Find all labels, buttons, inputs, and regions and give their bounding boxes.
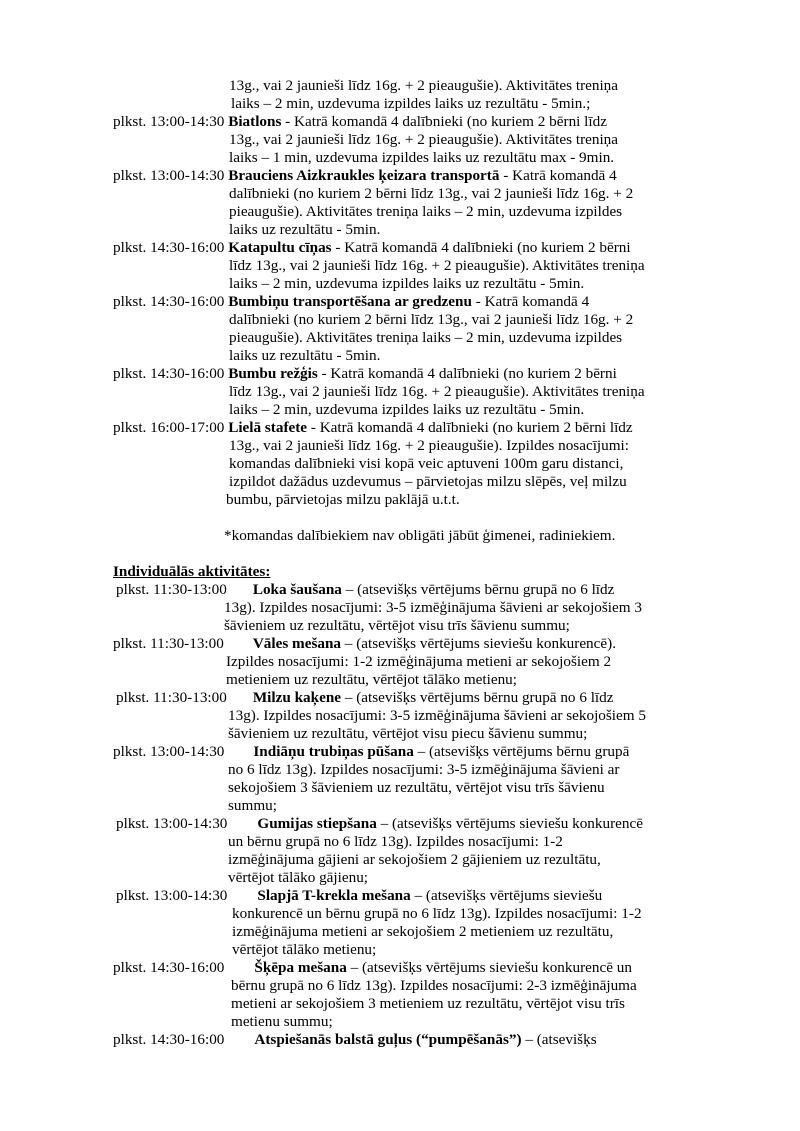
activity-biatlons [113,113,607,131]
activity-title: Loka šaušana [252,581,342,598]
activity-time: plkst. 11:30-13:00 [113,635,224,652]
activity-title: Bumbu režģis [228,365,318,382]
activity-text: 13g., vai 2 jaunieši līdz 16g. + 2 pieaugušie). Izpildes nosacījumi: [229,437,629,454]
activity-text: 13g). Izpildes nosacījumi: 3-5 izmēģinājuma šāvieni ar sekojošiem 5 [228,707,646,724]
activity-text: - Katrā komandā 4 dalībnieki (no kuriem 2 bērni līdz [307,419,633,436]
activity-text: izpildot dažādus uzdevumus – pārvietojas milzu slēpēs, veļ milzu [229,473,627,490]
activity-title: Brauciens Aizkraukles ķeizara transportā [228,167,500,184]
activity-text: izmēģinājuma metieni ar sekojošiem 2 metieniem uz rezultātu, [232,923,614,940]
activity-indianu [113,743,629,761]
intro-line-2: laiks – 2 min, uzdevuma izpildes laiks uz rezultātu - 5min.; [231,95,591,112]
activity-time: plkst. 16:00-17:00 [113,419,225,436]
activity-text: no 6 līdz 13g). Izpildes nosacījumi: 3-5 izmēģinājuma šāvieni ar [228,761,620,778]
activity-text: – (atsevišķs vērtējums sieviešu [410,887,603,904]
activity-title: Slapjā T-krekla mešana [257,887,411,904]
activity-kakene [116,689,614,707]
activity-time: plkst. 14:30-16:00 [113,1031,225,1048]
activity-text: konkurencē un bērnu grupā no 6 līdz 13g). Izpildes nosacījumi: 1-2 [232,905,642,922]
activity-text: 13g., vai 2 jaunieši līdz 16g. + 2 pieaugušie). Aktivitātes treniņa [229,131,619,148]
activity-text: līdz 13g., vai 2 jaunieši līdz 16g. + 2 pieaugušie). Aktivitātes treniņa [229,257,645,274]
activity-text: laiks – 2 min, uzdevuma izpildes laiks uz rezultātu - 5min. [229,401,585,418]
activity-title: Šķēpa mešana [254,959,347,976]
activity-text: – (atsevišķs [521,1031,597,1048]
activity-text: - Katrā komandā 4 dalībnieki (no kuriem 2 bērni [317,365,617,382]
activity-text: vērtējot tālāko metienu; [232,941,377,958]
activity-text: 13g). Izpildes nosacījumi: 3-5 izmēģinājuma šāvieni ar sekojošiem 3 [224,599,642,616]
activity-bumbinu [113,293,589,311]
activity-atspiesanas [113,1031,597,1049]
activity-text: - Katrā komandā 4 dalībnieki (no kuriem 2 bērni [331,239,631,256]
activity-text: – (atsevišķs vērtējums sieviešu konkurencē [376,815,643,832]
activity-time: plkst. 13:00-14:30 [113,113,225,130]
activity-text: laiks – 2 min, uzdevuma izpildes laiks uz rezultātu - 5min. [229,275,585,292]
activity-skepa [113,959,632,977]
activity-text: vērtējot tālāko gājienu; [228,869,369,886]
activity-text: laiks – 1 min, uzdevuma izpildes laiks uz rezultātu max - 9min. [229,149,615,166]
activity-time: plkst. 14:30-16:00 [113,293,225,310]
activity-text: summu; [228,797,277,814]
activity-text: dalībnieki (no kuriem 2 bērni līdz 13g., vai 2 jaunieši līdz 16g. + 2 [229,185,634,202]
activity-title: Atspiešanās balstā guļus (“pumpēšanās”) [254,1031,522,1048]
activity-text: līdz 13g., vai 2 jaunieši līdz 16g. + 2 pieaugušie). Aktivitātes treniņa [229,383,645,400]
activity-bumbu [113,365,617,383]
activity-title: Biatlons [228,113,282,130]
activity-text: – (atsevišķs vērtējums bērnu grupā no 6 līdz [341,689,614,706]
activity-time: plkst. 14:30-16:00 [113,959,225,976]
activity-time: plkst. 13:00-14:30 [113,743,225,760]
activity-time: plkst. 11:30-13:00 [116,581,227,598]
activity-text: – (atsevišķs vērtējums bērnu grupā [413,743,630,760]
activity-gumijas [116,815,643,833]
activity-text: – (atsevišķs vērtējums bērnu grupā no 6 līdz [341,581,615,598]
activity-vales [113,635,616,653]
activity-text: laiks uz rezultātu - 5min. [229,221,381,238]
activity-text: šāvieniem uz rezultātu, vērtējot visu trīs šāvienu summu; [224,617,570,634]
activity-katapultu [113,239,631,257]
activity-title: Vāles mešana [252,635,341,652]
activity-text: izmēģinājuma gājieni ar sekojošiem 2 gājieniem uz rezultātu, [228,851,601,868]
activity-text: - Katrā komandā 4 dalībnieki (no kuriem 2 bērni līdz [281,113,607,130]
activity-text: bumbu, pārvietojas milzu paklājā u.t.t. [226,491,460,508]
activity-text: Izpildes nosacījumi: 1-2 izmēģinājuma metieni ar sekojošiem 2 [226,653,612,670]
activity-text: – (atsevišķs vērtējums sieviešu konkurencē un [346,959,632,976]
activity-time: plkst. 14:30-16:00 [113,239,225,256]
activity-title: Milzu kaķene [252,689,342,706]
activity-text: dalībnieki (no kuriem 2 bērni līdz 13g., vai 2 jaunieši līdz 16g. + 2 [229,311,634,328]
team-note: *komandas dalībiekiem nav obligāti jābūt ģimenei, radiniekiem. [224,527,616,544]
activity-text: - Katrā komandā 4 [471,293,590,310]
activity-text: šāvieniem uz rezultātu, vērtējot visu piecu šāvienu summu; [228,725,588,742]
activity-title: Gumijas stiepšana [257,815,377,832]
activity-brauciens [113,167,617,185]
activity-text: un bērnu grupā no 6 līdz 13g). Izpildes nosacījumi: 1-2 [228,833,563,850]
activity-title: Katapultu cīņas [228,239,332,256]
activity-time: plkst. 11:30-13:00 [116,689,227,706]
activity-text: laiks uz rezultātu - 5min. [229,347,381,364]
activity-tkrekla [116,887,602,905]
activity-loka [116,581,614,599]
activity-text: sekojošiem 3 šāvieniem uz rezultātu, vērtējot visu trīs šāvienu [228,779,605,796]
activity-title: Indiāņu trubiņas pūšana [253,743,414,760]
activity-text: metienu summu; [231,1013,333,1030]
activity-text: komandas dalībnieki visi kopā veic aptuveni 100m garu distanci, [229,455,624,472]
activity-title: Lielā stafete [228,419,308,436]
activity-text: pieaugušie). Aktivitātes treniņa laiks – 2 min, uzdevuma izpildes [229,329,623,346]
activity-text: pieaugušie). Aktivitātes treniņa laiks – 2 min, uzdevuma izpildes [229,203,623,220]
activity-time: plkst. 13:00-14:30 [116,887,228,904]
activity-time: plkst. 14:30-16:00 [113,365,225,382]
intro-line-1: 13g., vai 2 jaunieši līdz 16g. + 2 pieaugušie). Aktivitātes treniņa [229,77,619,94]
activity-text: metieniem uz rezultātu, vērtējot tālāko metienu; [226,671,517,688]
activity-text: metieni ar sekojošiem 3 metieniem uz rezultātu, vērtējot visu trīs [231,995,625,1012]
activity-text: bērnu grupā no 6 līdz 13g). Izpildes nosacījumi: 2-3 izmēģinājuma [231,977,637,994]
activity-text: – (atsevišķs vērtējums sieviešu konkurencē). [341,635,616,652]
activity-text: - Katrā komandā 4 [499,167,617,184]
activity-title: Bumbiņu transportēšana ar gredzenu [228,293,472,310]
activity-time: plkst. 13:00-14:30 [116,815,228,832]
section-heading: Individuālās aktivitātes: [113,563,271,580]
activity-stafete [113,419,633,437]
activity-time: plkst. 13:00-14:30 [113,167,225,184]
